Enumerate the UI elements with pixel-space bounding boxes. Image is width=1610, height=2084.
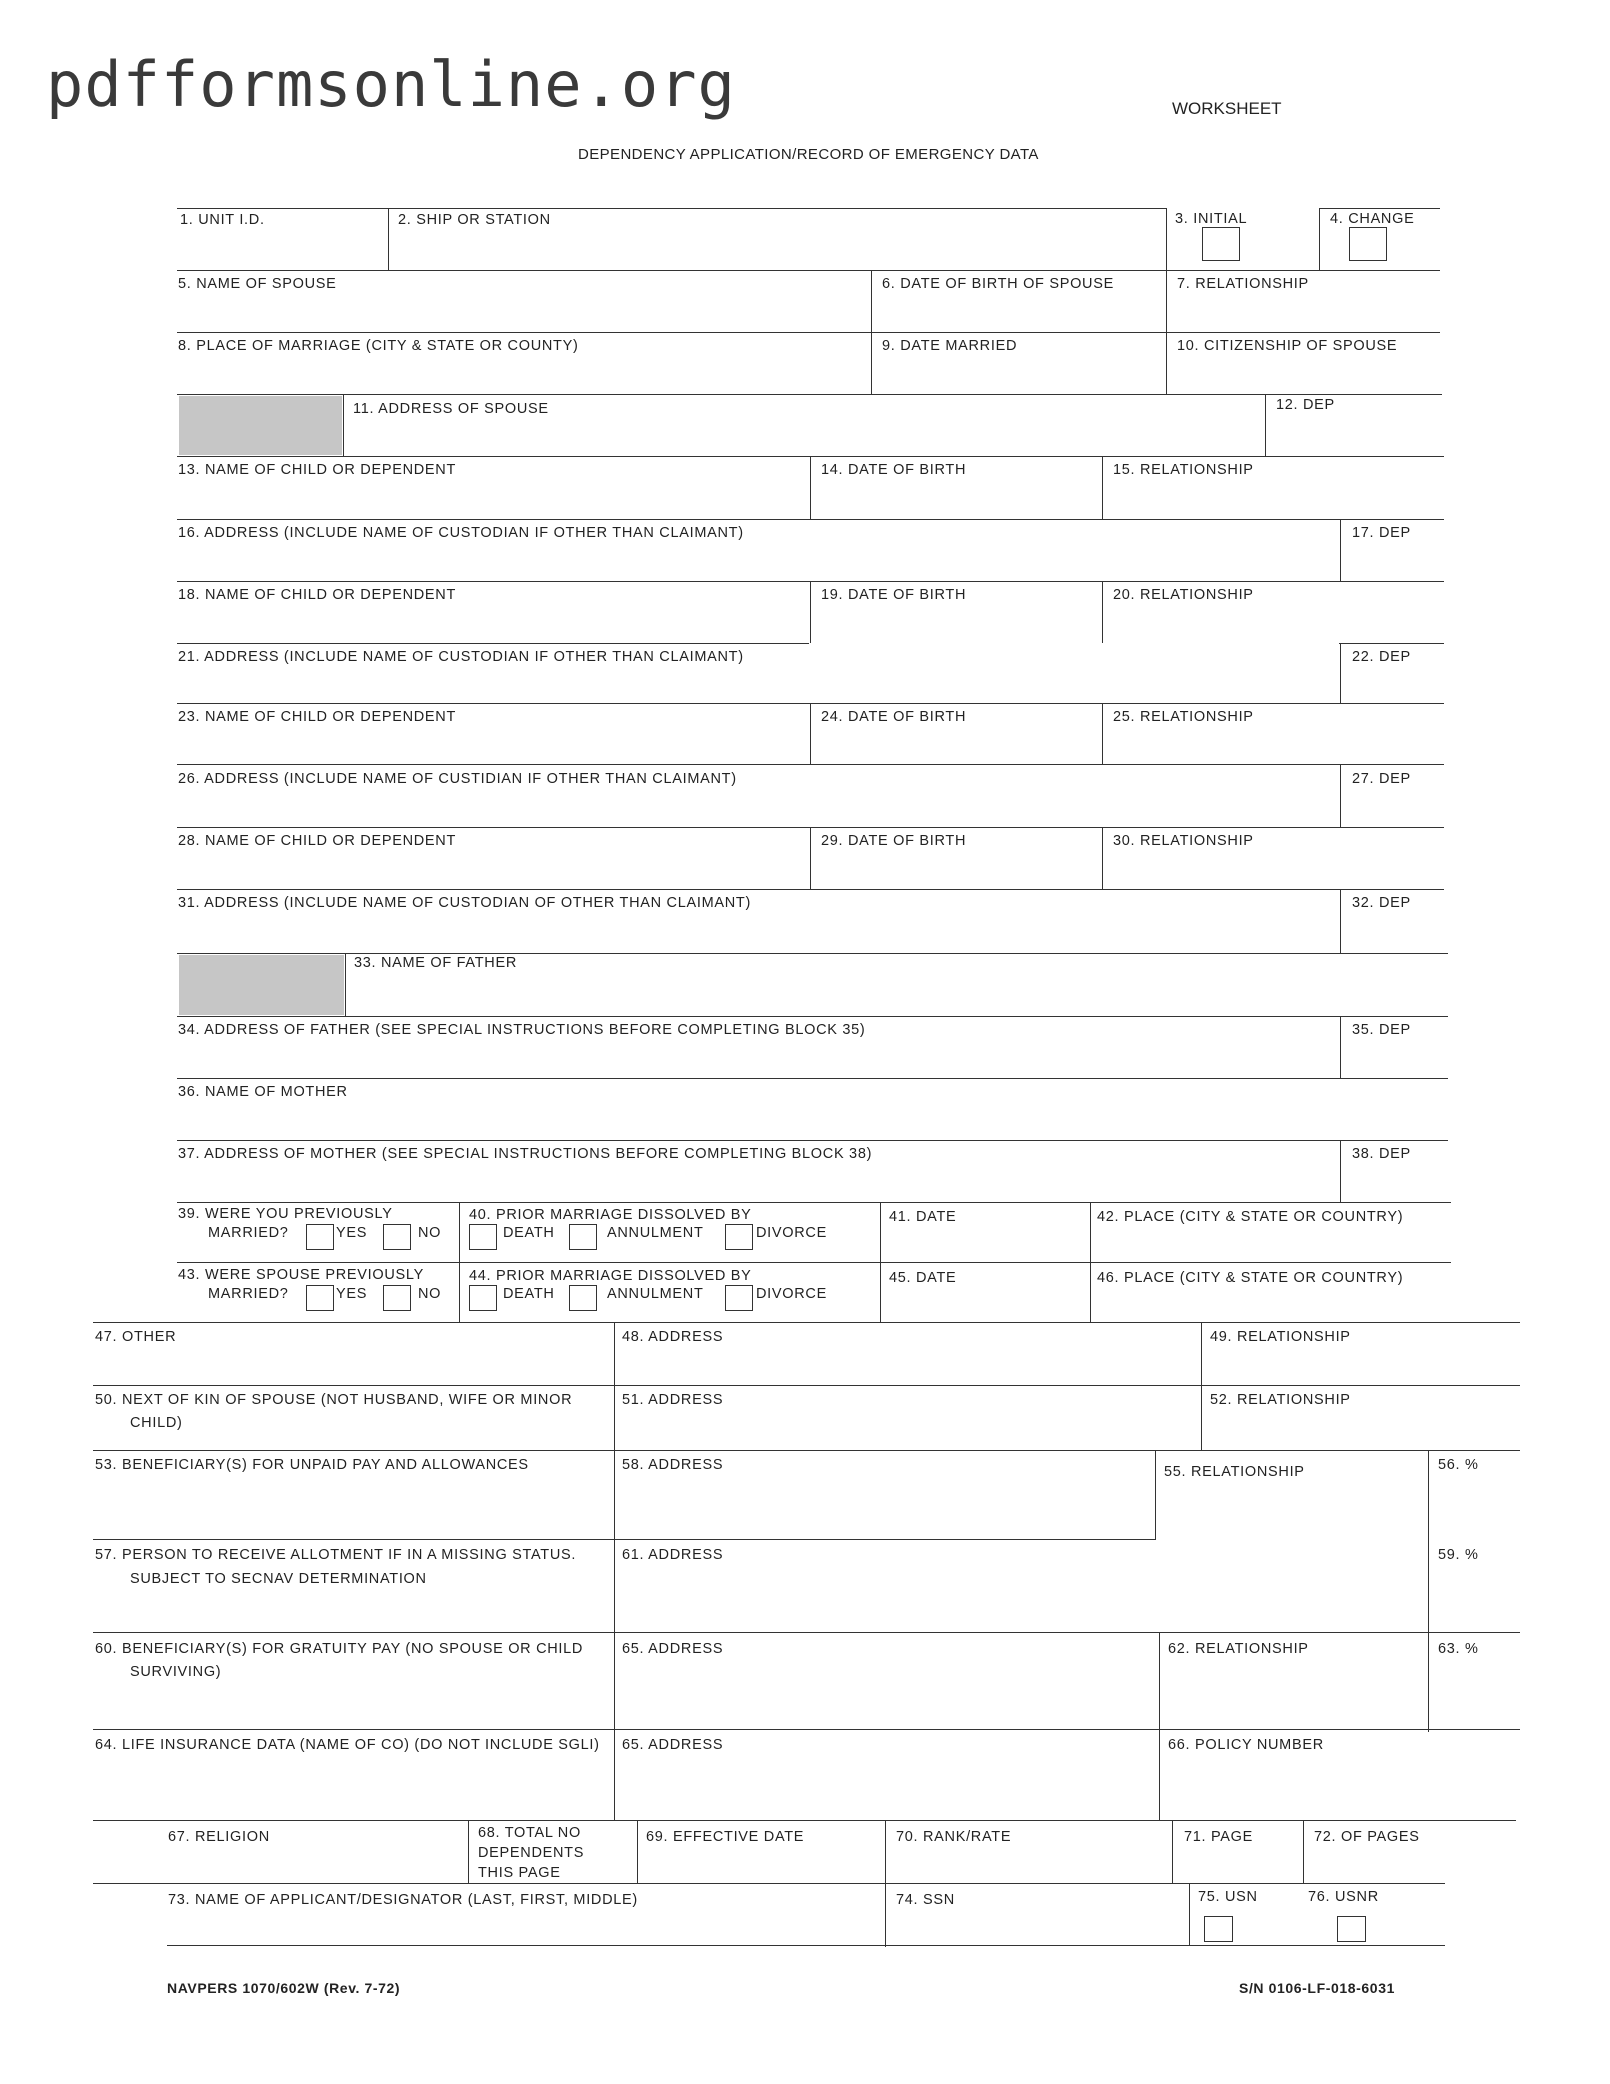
label-relationship-25: 25. RELATIONSHIP [1113,709,1254,725]
label-other-47: 47. OTHER [95,1329,177,1345]
divorce-checkbox-40[interactable] [725,1224,753,1250]
label-address-31: 31. ADDRESS (INCLUDE NAME OF CUSTODIAN OF OTHER THAN CLAIMANT) [178,895,751,911]
shaded-block-33 [179,955,344,1015]
label-effective-date-69: 69. EFFECTIVE DATE [646,1829,805,1845]
label-dob-14: 14. DATE OF BIRTH [821,462,967,478]
label-dob-29: 29. DATE OF BIRTH [821,833,967,849]
label-relationship-49: 49. RELATIONSHIP [1210,1329,1351,1345]
label-ssn-74: 74. SSN [896,1892,955,1908]
label-place-of-marriage: 8. PLACE OF MARRIAGE (CITY & STATE OR COUNTY) [178,338,579,354]
label-address-65a: 65. ADDRESS [622,1641,724,1657]
label-child-name-13: 13. NAME OF CHILD OR DEPENDENT [178,462,457,478]
label-date-45: 45. DATE [889,1270,957,1286]
label-percent-59: 59. % [1438,1547,1479,1563]
label-secnav-57: SUBJECT TO SECNAV DETERMINATION [130,1571,427,1587]
change-checkbox[interactable] [1349,227,1387,261]
label-percent-63: 63. % [1438,1641,1479,1657]
label-dep-32: 32. DEP [1352,895,1411,911]
label-address-of-spouse: 11. ADDRESS OF SPOUSE [353,401,549,417]
label-address-51: 51. ADDRESS [622,1392,724,1408]
label-relationship-62: 62. RELATIONSHIP [1168,1641,1309,1657]
label-of-pages-72: 72. OF PAGES [1314,1829,1420,1845]
label-usn-75: 75. USN [1198,1889,1258,1905]
label-spouse-previously-married-43: 43. WERE SPOUSE PREVIOUSLY [178,1267,424,1283]
label-total-no-68: 68. TOTAL NO [478,1825,581,1841]
label-address-of-father: 34. ADDRESS OF FATHER (SEE SPECIAL INSTRUCTIONS BEFORE COMPLETING BLOCK 35) [178,1022,866,1038]
label-usnr-76: 76. USNR [1308,1889,1379,1905]
label-death-44: DEATH [503,1286,555,1302]
label-address-16: 16. ADDRESS (INCLUDE NAME OF CUSTODIAN IF OTHER THAN CLAIMANT) [178,525,744,541]
label-beneficiary-53: 53. BENEFICIARY(S) FOR UNPAID PAY AND ALLOWANCES [95,1457,529,1473]
label-previously-married-39: 39. WERE YOU PREVIOUSLY [178,1206,393,1222]
label-relationship-52: 52. RELATIONSHIP [1210,1392,1351,1408]
no-checkbox-43[interactable] [383,1285,411,1311]
label-dep-12: 12. DEP [1276,397,1335,413]
initial-checkbox[interactable] [1202,227,1240,261]
label-annulment-44: ANNULMENT [607,1286,704,1302]
no-checkbox-39[interactable] [383,1224,411,1250]
annulment-checkbox-40[interactable] [569,1224,597,1250]
label-dob-19: 19. DATE OF BIRTH [821,587,967,603]
label-address-58: 58. ADDRESS [622,1457,724,1473]
label-address-65b: 65. ADDRESS [622,1737,724,1753]
label-child-50: CHILD) [130,1415,183,1431]
usn-checkbox[interactable] [1204,1916,1233,1942]
label-unit-id: 1. UNIT I.D. [180,212,265,228]
label-name-of-father: 33. NAME OF FATHER [354,955,517,971]
label-rank-rate-70: 70. RANK/RATE [896,1829,1012,1845]
label-date-married: 9. DATE MARRIED [882,338,1018,354]
annulment-checkbox-44[interactable] [569,1285,597,1311]
label-place-46: 46. PLACE (CITY & STATE OR COUNTRY) [1097,1270,1404,1286]
label-no-43: NO [418,1286,442,1302]
death-checkbox-40[interactable] [469,1224,497,1250]
label-dissolved-by-40: 40. PRIOR MARRIAGE DISSOLVED BY [469,1207,752,1223]
form-number: NAVPERS 1070/602W (Rev. 7-72) [167,1980,401,1996]
watermark: pdfformsonline.org [46,48,736,121]
label-ship-or-station: 2. SHIP OR STATION [398,212,551,228]
label-relationship-20: 20. RELATIONSHIP [1113,587,1254,603]
label-death-40: DEATH [503,1225,555,1241]
label-life-insurance-64: 64. LIFE INSURANCE DATA (NAME OF CO) (DO NOT INCLUDE SGLI) [95,1737,600,1753]
form-title: DEPENDENCY APPLICATION/RECORD OF EMERGENCY DATA [578,146,1039,163]
label-dissolved-by-44: 44. PRIOR MARRIAGE DISSOLVED BY [469,1268,752,1284]
label-dep-17: 17. DEP [1352,525,1411,541]
label-dep-22: 22. DEP [1352,649,1411,665]
label-dob-24: 24. DATE OF BIRTH [821,709,967,725]
death-checkbox-44[interactable] [469,1285,497,1311]
label-next-of-kin-50: 50. NEXT OF KIN OF SPOUSE (NOT HUSBAND, WIFE OR MINOR [95,1392,573,1408]
label-name-of-spouse: 5. NAME OF SPOUSE [178,276,337,292]
divorce-checkbox-44[interactable] [725,1285,753,1311]
label-page-71: 71. PAGE [1184,1829,1254,1845]
stock-number: S/N 0106-LF-018-6031 [1239,1980,1395,1996]
label-relationship-30: 30. RELATIONSHIP [1113,833,1254,849]
label-place-42: 42. PLACE (CITY & STATE OR COUNTRY) [1097,1209,1404,1225]
label-religion-67: 67. RELIGION [168,1829,270,1845]
label-relationship-55: 55. RELATIONSHIP [1164,1464,1305,1480]
shaded-block-11 [179,396,342,455]
label-address-26: 26. ADDRESS (INCLUDE NAME OF CUSTIDIAN IF OTHER THAN CLAIMANT) [178,771,737,787]
label-allotment-57: 57. PERSON TO RECEIVE ALLOTMENT IF IN A MISSING STATUS. [95,1547,577,1563]
label-dep-38: 38. DEP [1352,1146,1411,1162]
label-child-name-23: 23. NAME OF CHILD OR DEPENDENT [178,709,457,725]
label-yes-39: YES [336,1225,368,1241]
label-address-21: 21. ADDRESS (INCLUDE NAME OF CUSTODIAN IF OTHER THAN CLAIMANT) [178,649,744,665]
yes-checkbox-39[interactable] [306,1224,334,1250]
label-change: 4. CHANGE [1330,211,1415,227]
label-spouse-dob: 6. DATE OF BIRTH OF SPOUSE [882,276,1114,292]
label-yes-43: YES [336,1286,368,1302]
label-dependents-68: DEPENDENTS [478,1845,585,1861]
label-divorce-40: DIVORCE [756,1225,827,1241]
label-gratuity-60: 60. BENEFICIARY(S) FOR GRATUITY PAY (NO SPOUSE OR CHILD [95,1641,584,1657]
label-dep-35: 35. DEP [1352,1022,1411,1038]
label-address-61: 61. ADDRESS [622,1547,724,1563]
usnr-checkbox[interactable] [1337,1916,1366,1942]
label-child-name-28: 28. NAME OF CHILD OR DEPENDENT [178,833,457,849]
label-relationship-15: 15. RELATIONSHIP [1113,462,1254,478]
label-relationship-7: 7. RELATIONSHIP [1177,276,1309,292]
label-divorce-44: DIVORCE [756,1286,827,1302]
label-annulment-40: ANNULMENT [607,1225,704,1241]
label-name-of-mother: 36. NAME OF MOTHER [178,1084,348,1100]
label-child-name-18: 18. NAME OF CHILD OR DEPENDENT [178,587,457,603]
yes-checkbox-43[interactable] [306,1285,334,1311]
label-applicant-name-73: 73. NAME OF APPLICANT/DESIGNATOR (LAST, FIRST, MIDDLE) [168,1892,638,1908]
label-no-39: NO [418,1225,442,1241]
label-this-page-68: THIS PAGE [478,1865,561,1881]
label-date-41: 41. DATE [889,1209,957,1225]
label-policy-number-66: 66. POLICY NUMBER [1168,1737,1324,1753]
label-married-43: MARRIED? [208,1286,289,1302]
worksheet-label: WORKSHEET [1172,99,1282,118]
label-married-39: MARRIED? [208,1225,289,1241]
label-percent-56: 56. % [1438,1457,1479,1473]
label-citizenship: 10. CITIZENSHIP OF SPOUSE [1177,338,1398,354]
label-initial: 3. INITIAL [1175,211,1248,227]
label-dep-27: 27. DEP [1352,771,1411,787]
label-surviving-60: SURVIVING) [130,1664,222,1680]
label-address-of-mother: 37. ADDRESS OF MOTHER (SEE SPECIAL INSTRUCTIONS BEFORE COMPLETING BLOCK 38) [178,1146,873,1162]
label-address-48: 48. ADDRESS [622,1329,724,1345]
